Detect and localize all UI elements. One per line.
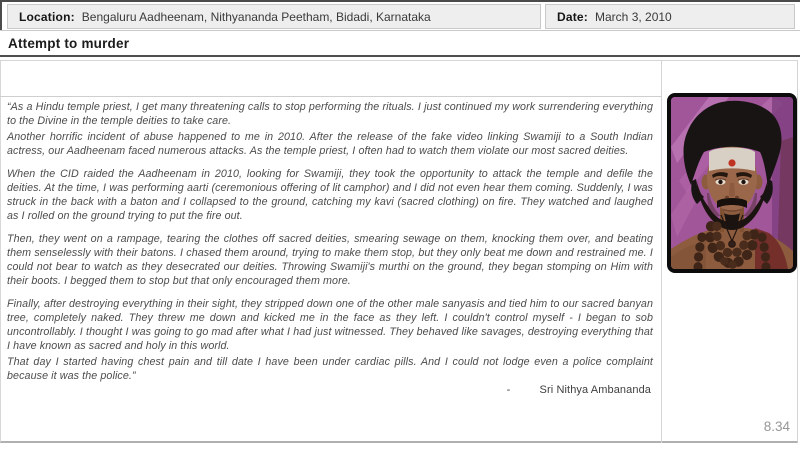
attribution-line — [7, 383, 653, 397]
attribution-dash: - — [506, 384, 511, 396]
column-divider — [661, 60, 662, 443]
quote-top-border — [0, 96, 661, 97]
location-box — [7, 4, 541, 29]
priest-photo — [667, 93, 797, 273]
top-left-border — [0, 0, 2, 30]
testimony-paragraph: Finally, after destroying everything in their sight, they stripped down one of the other male sanyasis and tied him to our sacred banyan tree, completely naked. They threw me down and kicked me in the face as they left. I couldn't control myself - I began to sob uncontrollably. I thought I was going to go mad after what I had just witnessed. They behaved like savages, destroying everything that I have known as sacred and holy in this world. — [7, 298, 653, 352]
date-label: Date: — [557, 9, 589, 24]
date-box — [545, 4, 795, 29]
attribution-name: Sri Nithya Ambananda — [539, 384, 651, 396]
testimony-paragraph: That day I started having chest pain and till date I have been under cardiac pills. And I could not lodge even a police complaint because it was the police.” — [7, 356, 653, 382]
location-label: Location: — [19, 9, 75, 24]
testimony-text — [7, 100, 653, 406]
testimony-paragraph: Then, they went on a rampage, tearing the clothes off sacred deities, smearing sewage on them, knocking them over, and beating them senselessly with their batons. I chased them around, trying to make them stop, but they only beat me down and restrained me. I could not bear to watch as they desecrated our deities. Throwing Swamiji's murthi on the ground, they began stomping on Him with their boots. I begged them to stop but that only encouraged them more. — [7, 233, 653, 287]
page-number: 8.34 — [763, 419, 790, 434]
testimony-paragraph: Another horrific incident of abuse happened to me in 2010. After the release of the fake video linking Swamiji to a South Indian actress, our Aadheenam faced numerous attacks. As the temple priest, I often had to watch them violate our most sacred deities. — [7, 131, 653, 157]
top-border — [0, 0, 800, 2]
date-value: March 3, 2010 — [595, 9, 672, 24]
priest-portrait-illustration — [671, 97, 793, 269]
testimony-paragraph: “As a Hindu temple priest, I get many threatening calls to stop performing the rituals. I just continued my work surrendering everything to the Divine in the temple deities to take care. — [7, 101, 653, 127]
title-bar — [0, 30, 800, 57]
location-value: Bengaluru Aadheenam, Nithyananda Peetham, Bidadi, Karnataka — [81, 9, 431, 24]
page-title: Attempt to murder — [8, 35, 130, 51]
testimony-paragraph: When the CID raided the Aadheenam in 2010, looking for Swamiji, they took the opportunity to attack the temple and defile the deities. At the time, I was performing aarti (ceremonious offering of lit camphor) and I did not even hear them coming. Suddenly, I was struck in the back with a baton and I collapsed to the ground, catching my kavi (sacred clothing) on fire. They watched and laughed as I rolled on the ground trying to put the fire out. — [7, 168, 653, 222]
